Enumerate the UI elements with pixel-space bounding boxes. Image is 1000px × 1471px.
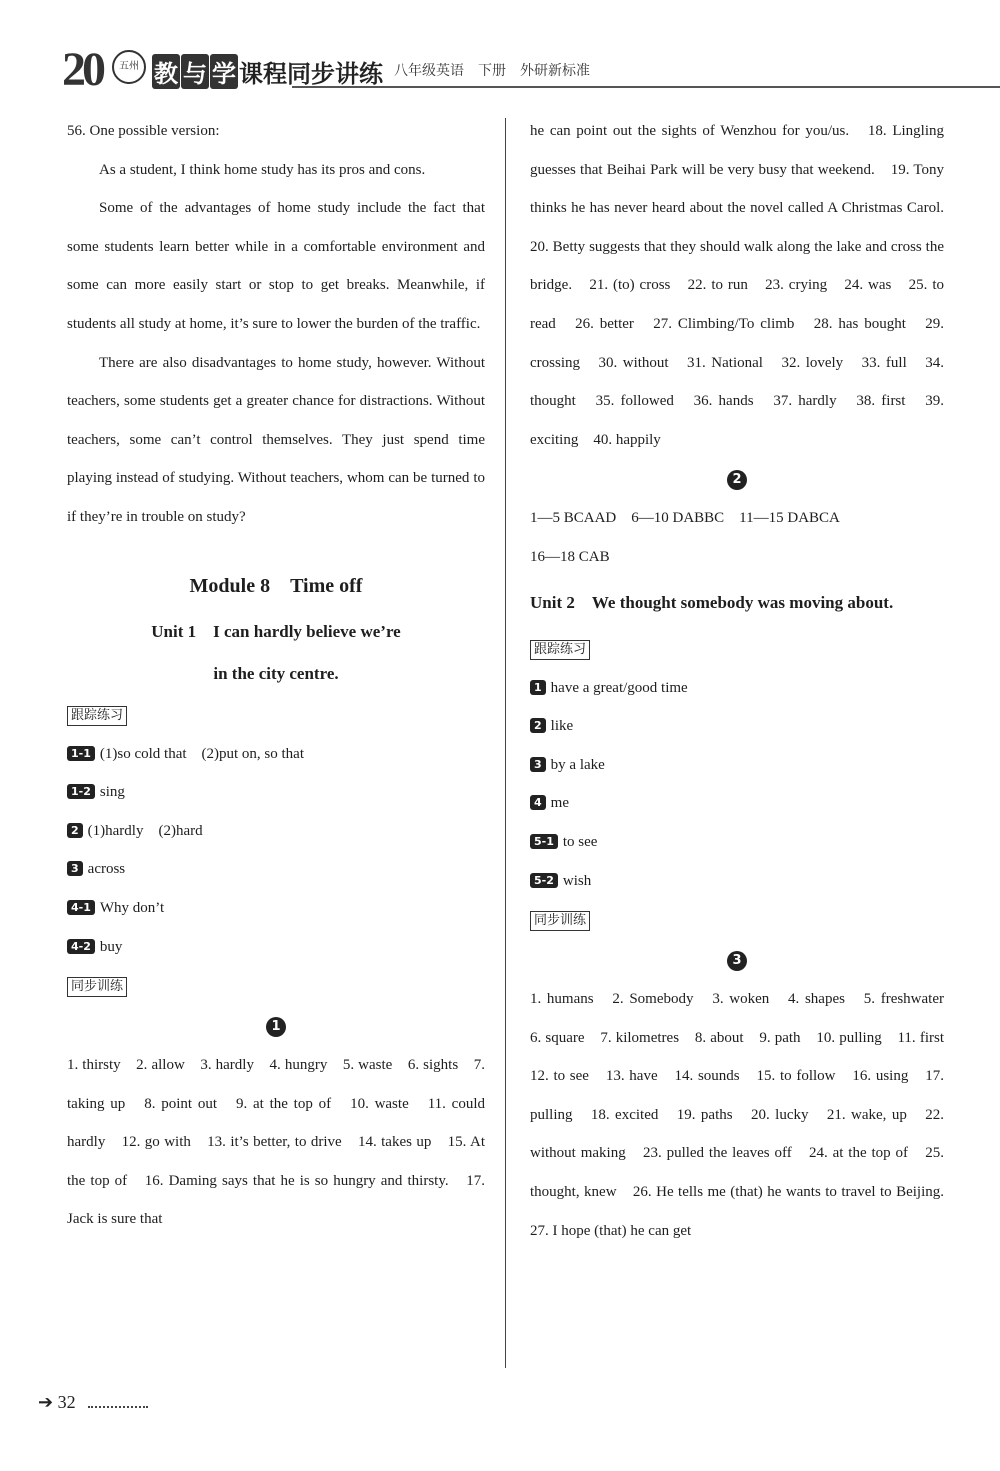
- page-number: 32: [57, 1392, 76, 1412]
- track-item: [530, 823, 944, 862]
- unit2-title: Unit 2 We thought somebody was moving about.: [530, 592, 894, 612]
- section-label-sync: 同步训练: [67, 977, 127, 997]
- item-text: to see: [562, 833, 598, 850]
- circled-number: 3: [727, 951, 747, 971]
- exercise-number-1: [67, 1006, 485, 1046]
- item-tag: 5-2: [530, 873, 558, 888]
- exercise-number-3: [530, 940, 944, 980]
- logo-badge: 五州: [112, 50, 146, 84]
- page-header: [62, 40, 962, 96]
- item-text: Why don’t: [99, 899, 165, 916]
- track-item: [530, 707, 944, 746]
- item-tag: 3: [67, 861, 83, 876]
- track-item: [530, 862, 944, 901]
- right-column: [530, 112, 960, 1250]
- item-tag: 2: [530, 718, 546, 733]
- item-text: across: [87, 861, 126, 878]
- column-divider: [505, 118, 506, 1368]
- item-text: by a lake: [550, 756, 605, 773]
- brand-box-2: 与: [181, 54, 209, 89]
- answers-group-2-line2: 16—18 CAB: [530, 548, 610, 565]
- item-text: wish: [562, 872, 592, 889]
- essay-paragraph-2: Some of the advantages of home study include the fact that some students learn better while in a comfortable environment and some can more easily start or stop to get breaks. Meanwhile, if students all study at home, it’s sure to lower the burden of the traffic.: [67, 200, 485, 332]
- section-label-sync: 同步训练: [530, 911, 590, 931]
- unit1-title-line2: in the city centre.: [213, 663, 339, 683]
- left-column: [67, 112, 485, 1239]
- footer-dots: [88, 1396, 148, 1408]
- item-tag: 4-2: [67, 939, 95, 954]
- module-title: Module 8 Time off: [189, 574, 363, 597]
- logo-number: 20: [62, 43, 102, 96]
- track-item: [67, 735, 485, 774]
- track-item: [67, 773, 485, 812]
- item-tag: 4-1: [67, 900, 95, 915]
- item-tag: 1-1: [67, 746, 95, 761]
- track-item: [67, 850, 485, 889]
- track-item: [530, 784, 944, 823]
- brand-title: [152, 54, 383, 89]
- track-item: [67, 889, 485, 928]
- unit1-title-line1: Unit 1 I can hardly believe we’re: [151, 621, 401, 641]
- item-tag: 1-2: [67, 784, 95, 799]
- item-text: (1)so cold that (2)put on, so that: [99, 745, 305, 762]
- exercise-number-2: [530, 459, 944, 499]
- essay-paragraph-3: There are also disadvantages to home study, however. Without teachers, some students get a greater chance for distractions. Without teachers, some can’t control themselves. They just spend time playing instead of studying. Without teachers, whom can be turned to if they’re in trouble on study?: [67, 354, 485, 525]
- item-tag: 4: [530, 795, 546, 810]
- header-subtitle: 八年级英语 下册 外研新标准: [394, 63, 590, 79]
- brand-box-3: 学: [210, 54, 238, 89]
- answers-group-3: 1. humans 2. Somebody 3. woken 4. shapes 5. freshwater 6. square 7. kilometres 8. about 9. path 10. pulling 11. first 12. to see 13. have 14. sounds 15. to follow 16. using 17. pulling 18. excited 19. paths 20. lucky 21. wake, up 22. without making 23. pulled the leaves off 24. at the top of 25. thought, knew 26. He tells me (that) he wants to travel to Beijing. 27. I hope (that) he can get: [530, 991, 960, 1239]
- answers-group-1: 1. thirsty 2. allow 3. hardly 4. hungry 5. waste 6. sights 7. taking up 8. point out 9. at the top of 10. waste 11. could hardly 12. go with 13. it’s better, to drive 14. takes up 15. At the top of 16. Daming says that he is so hungry and thirsty. 17. Jack is sure that: [67, 1057, 485, 1228]
- item-tag: 1: [530, 680, 546, 695]
- answers-group-1-continued: he can point out the sights of Wenzhou for you/us. 18. Lingling guesses that Beihai Park will be very busy that weekend. 19. Tony thinks he has never heard about the novel called A Christmas Carol. 20. Betty suggests that they should walk along the lake and cross the bridge. 21. (to) cross 22. to run 23. crying 24. was 25. to read 26. better 27. Climbing/To climb 28. has bought 29. crossing 30. without 31. National 32. lovely 33. full 34. thought 35. followed 36. hands 37. hardly 38. first 39. exciting 40. happily: [530, 123, 960, 448]
- track-item: [530, 669, 944, 708]
- item-tag: 2: [67, 823, 83, 838]
- track-item: [530, 746, 944, 785]
- item-tag: 3: [530, 757, 546, 772]
- section-label-track: 跟踪练习: [530, 640, 590, 660]
- item-text: sing: [99, 784, 125, 801]
- brand-rest: 课程同步讲练: [239, 60, 383, 88]
- circled-number: 1: [266, 1017, 286, 1037]
- item-tag: 5-1: [530, 834, 558, 849]
- header-rule: [292, 86, 1000, 88]
- track-item: [67, 928, 485, 967]
- answers-group-2-line1: 1—5 BCAAD 6—10 DABBC 11—15 DABCA: [530, 510, 840, 527]
- section-label-track: 跟踪练习: [67, 706, 127, 726]
- item-text: buy: [99, 938, 123, 955]
- item-text: like: [550, 718, 574, 735]
- item-text: me: [550, 795, 569, 812]
- track-item: [67, 812, 485, 851]
- item-text: (1)hardly (2)hard: [87, 822, 203, 839]
- circled-number: 2: [727, 470, 747, 490]
- essay-intro: 56. One possible version:: [67, 123, 220, 139]
- arrow-icon: ➔: [38, 1392, 54, 1412]
- essay-paragraph-1: As a student, I think home study has its pros and cons.: [99, 161, 426, 178]
- item-text: have a great/good time: [550, 679, 688, 696]
- page-footer: [38, 1392, 148, 1413]
- brand-box-1: 教: [152, 54, 180, 89]
